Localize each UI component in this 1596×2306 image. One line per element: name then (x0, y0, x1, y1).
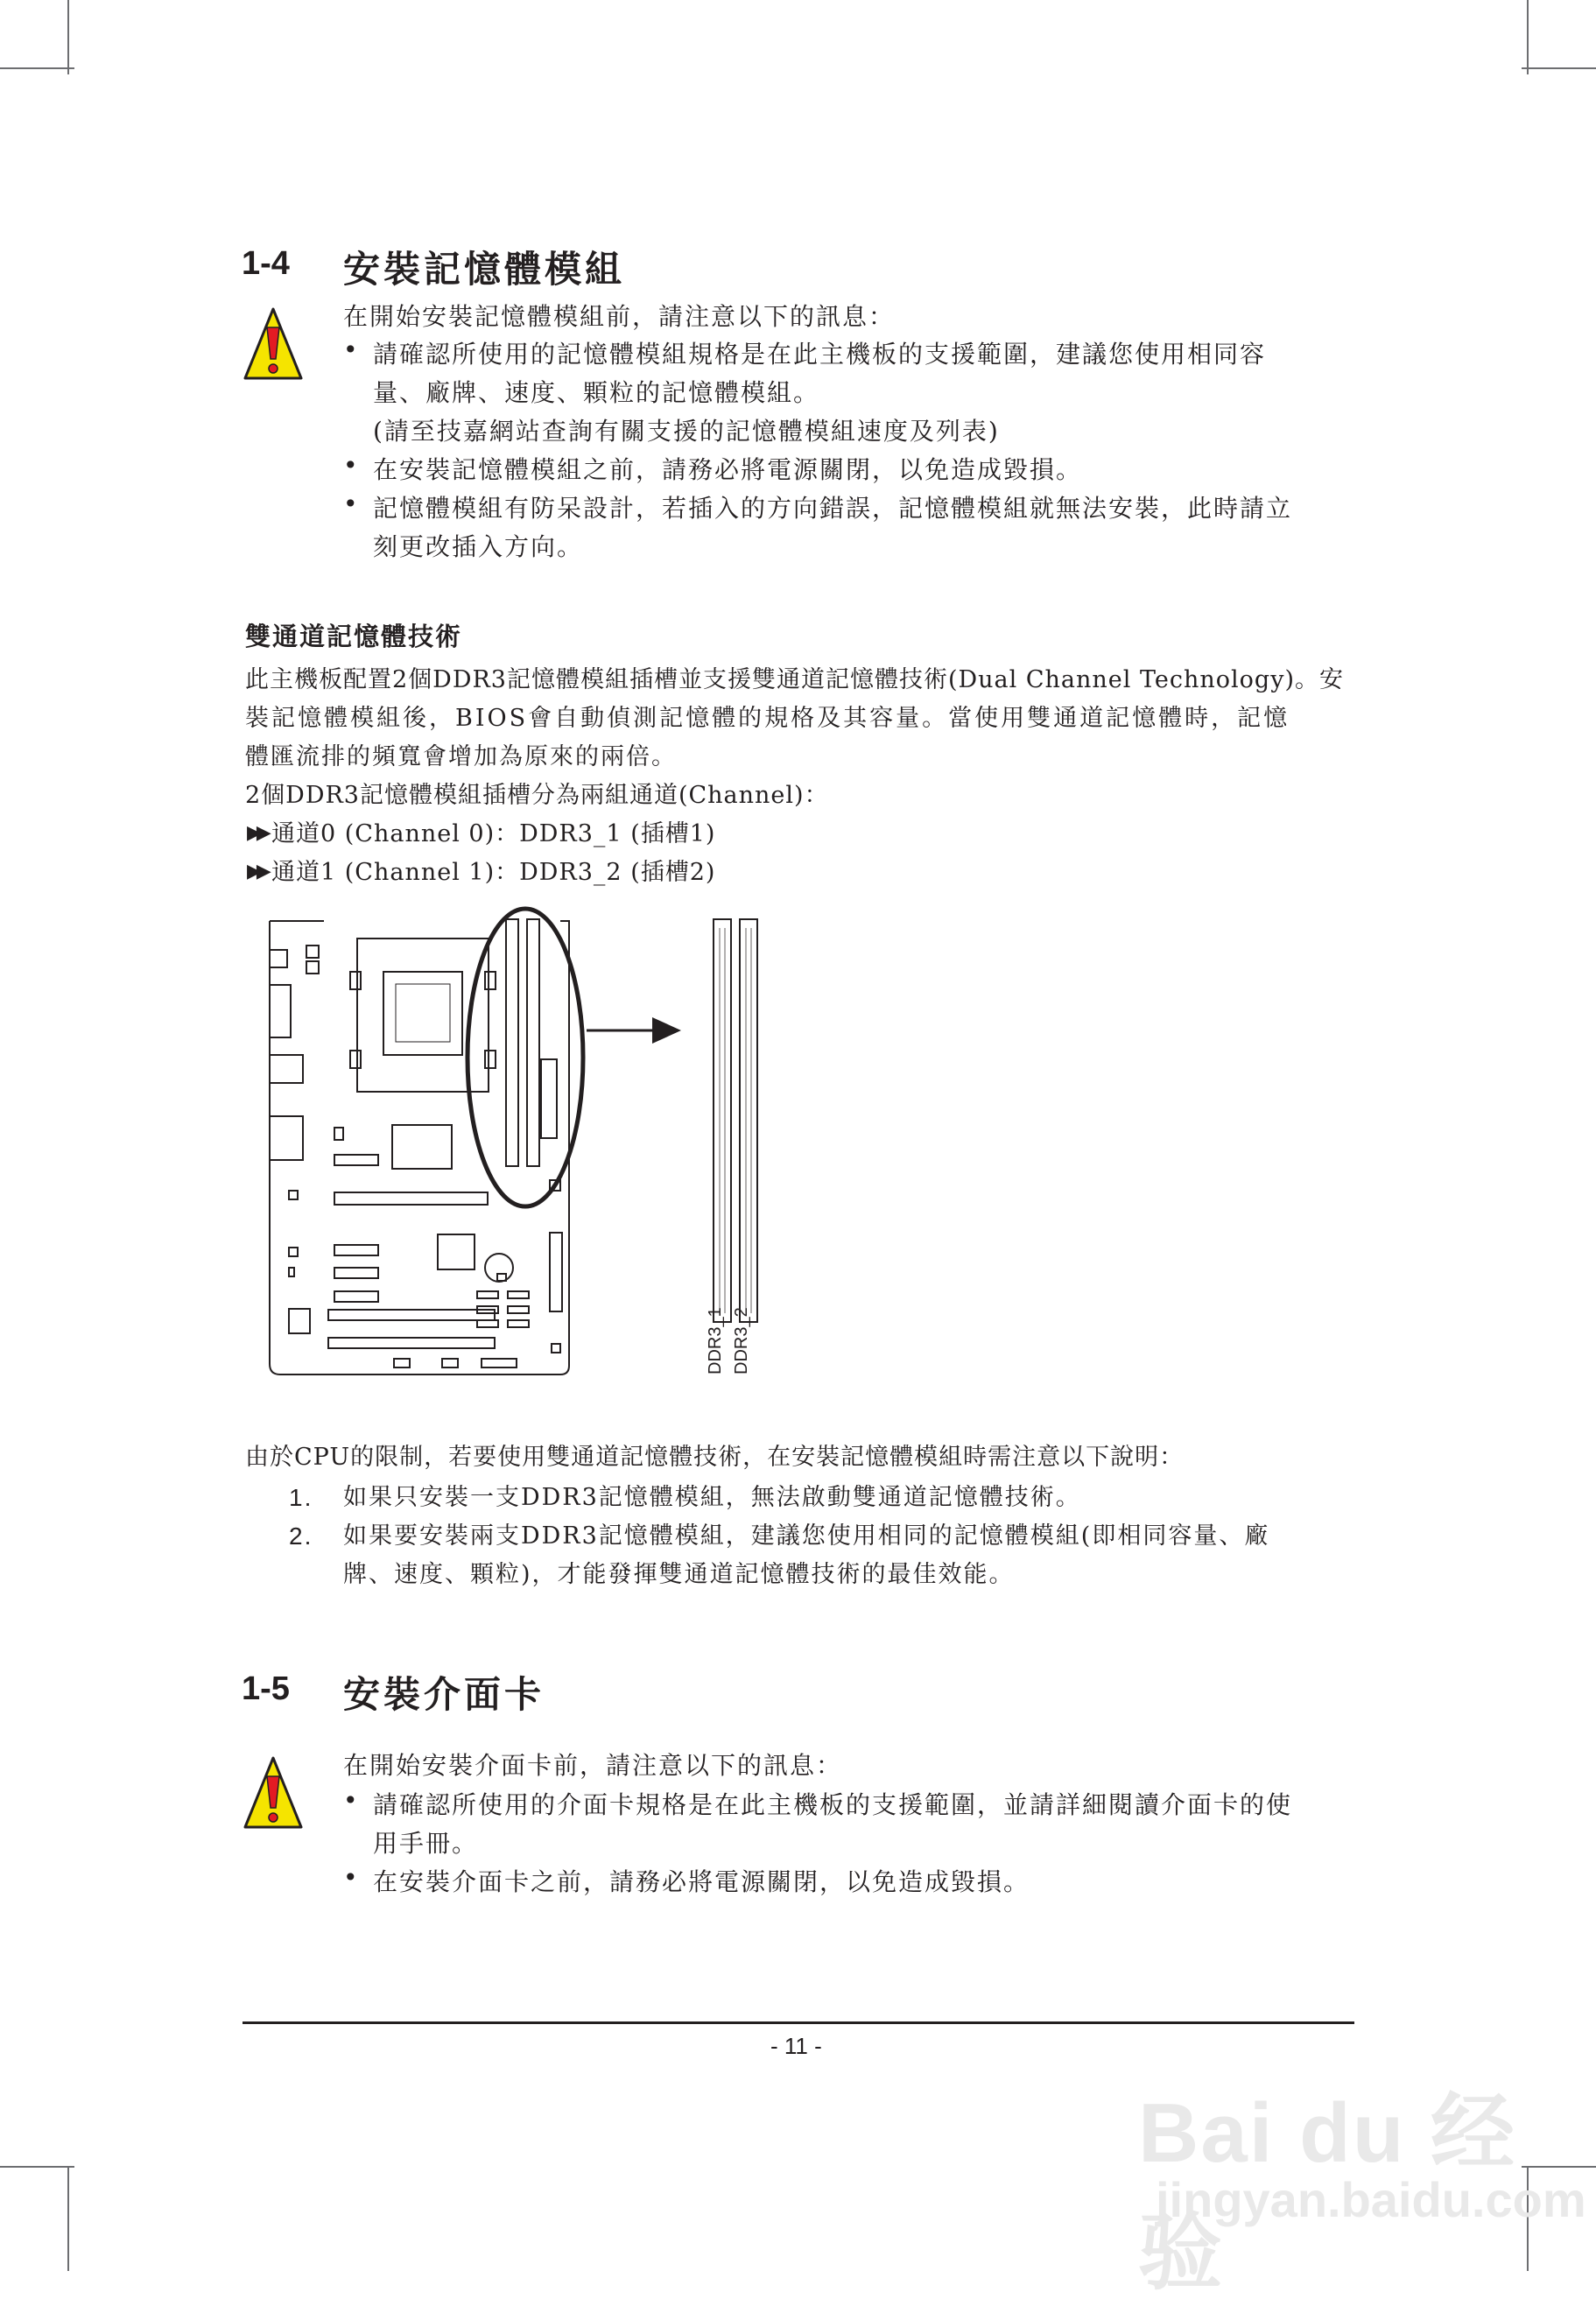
bullet-text: 請確認所使用的記憶體模組規格是在此主機板的支援範圍，建議您使用相同容 (373, 340, 1267, 369)
section-title: 安裝介面卡 (343, 1673, 545, 1716)
bullet-text: 用手冊。 (373, 1829, 479, 1858)
list-text: 牌、速度、顆粒)，才能發揮雙通道記憶體技術的最佳效能。 (343, 1561, 1015, 1588)
crop-mark (67, 2166, 69, 2271)
bullet: • (343, 1786, 358, 1815)
list-text: 如果只安裝一支DDR3記憶體模組，無法啟動雙通道記憶體技術。 (343, 1484, 1081, 1511)
bullet-text: 刻更改插入方向。 (373, 532, 584, 561)
list-number: 1. (289, 1484, 313, 1511)
bullet: • (343, 489, 358, 518)
page-number: - 11 - (770, 2033, 822, 2059)
body-line: 裝記憶體模組後，BIOS會自動偵測記憶體的規格及其容量。當使用雙通道記憶體時，記憶 (245, 705, 1290, 732)
warning-icon (243, 1755, 304, 1834)
section-number: 1-4 (242, 245, 290, 282)
bullet: • (343, 335, 358, 364)
crop-mark (0, 2166, 74, 2168)
crop-mark (1522, 67, 1596, 69)
cpu-note: 由於CPU的限制，若要使用雙通道記憶體技術，在安裝記憶體模組時需注意以下說明： (245, 1444, 1185, 1471)
bullet-text: (請至技嘉網站查詢有關支援的記憶體模組速度及列表) (373, 417, 1000, 446)
warning-icon (243, 306, 304, 385)
bullet-text: 請確認所使用的介面卡規格是在此主機板的支援範圍，並請詳細閱讀介面卡的使 (373, 1790, 1293, 1819)
bullet-text: 記憶體模組有防呆設計，若插入的方向錯誤，記憶體模組就無法安裝，此時請立 (373, 494, 1293, 523)
body-line: 體匯流排的頻寬會增加為原來的兩倍。 (245, 743, 677, 770)
motherboard-diagram (263, 902, 770, 1427)
bullet: • (343, 1863, 358, 1892)
crop-mark (1527, 0, 1529, 74)
watermark-url: jingyan.baidu.com (1156, 2172, 1586, 2227)
list-number: 2. (289, 1522, 313, 1550)
channel-line: 通道0 (Channel 0)：DDR3_1 (插槽1) (271, 820, 716, 847)
list-text: 如果要安裝兩支DDR3記憶體模組，建議您使用相同的記憶體模組(即相同容量、廠 (343, 1522, 1270, 1550)
section-title: 安裝記憶體模組 (343, 248, 626, 291)
watermark-logo: Bai du 经验 (1138, 2086, 1517, 2300)
slot-label: DDR3_2 (732, 1307, 751, 1374)
double-arrow-icon: ▶▶ (247, 861, 266, 882)
crop-mark (67, 0, 69, 74)
bullet: • (343, 451, 358, 480)
slot-label: DDR3_1 (706, 1307, 725, 1374)
crop-mark (0, 67, 74, 69)
double-arrow-icon: ▶▶ (247, 822, 266, 844)
bullet-text: 量、廠牌、速度、顆粒的記憶體模組。 (373, 378, 820, 407)
warning-intro: 在開始安裝介面卡前，請注意以下的訊息： (343, 1751, 843, 1780)
warning-intro: 在開始安裝記憶體模組前，請注意以下的訊息： (343, 302, 896, 331)
body-line: 此主機板配置2個DDR3記憶體模組插槽並支援雙通道記憶體技術(Dual Channel Technology)。安 (245, 666, 1344, 693)
body-line: 2個DDR3記憶體模組插槽分為兩組通道(Channel)： (245, 782, 829, 809)
bullet-text: 在安裝介面卡之前，請務必將電源關閉，以免造成毀損。 (373, 1867, 1030, 1896)
section-number: 1-5 (242, 1670, 290, 1707)
channel-line: 通道1 (Channel 1)：DDR3_2 (插槽2) (271, 859, 716, 886)
subheading: 雙通道記憶體技術 (245, 622, 463, 651)
footer-rule (243, 2021, 1354, 2024)
bullet-text: 在安裝記憶體模組之前，請務必將電源關閉，以免造成毀損。 (373, 455, 1083, 484)
